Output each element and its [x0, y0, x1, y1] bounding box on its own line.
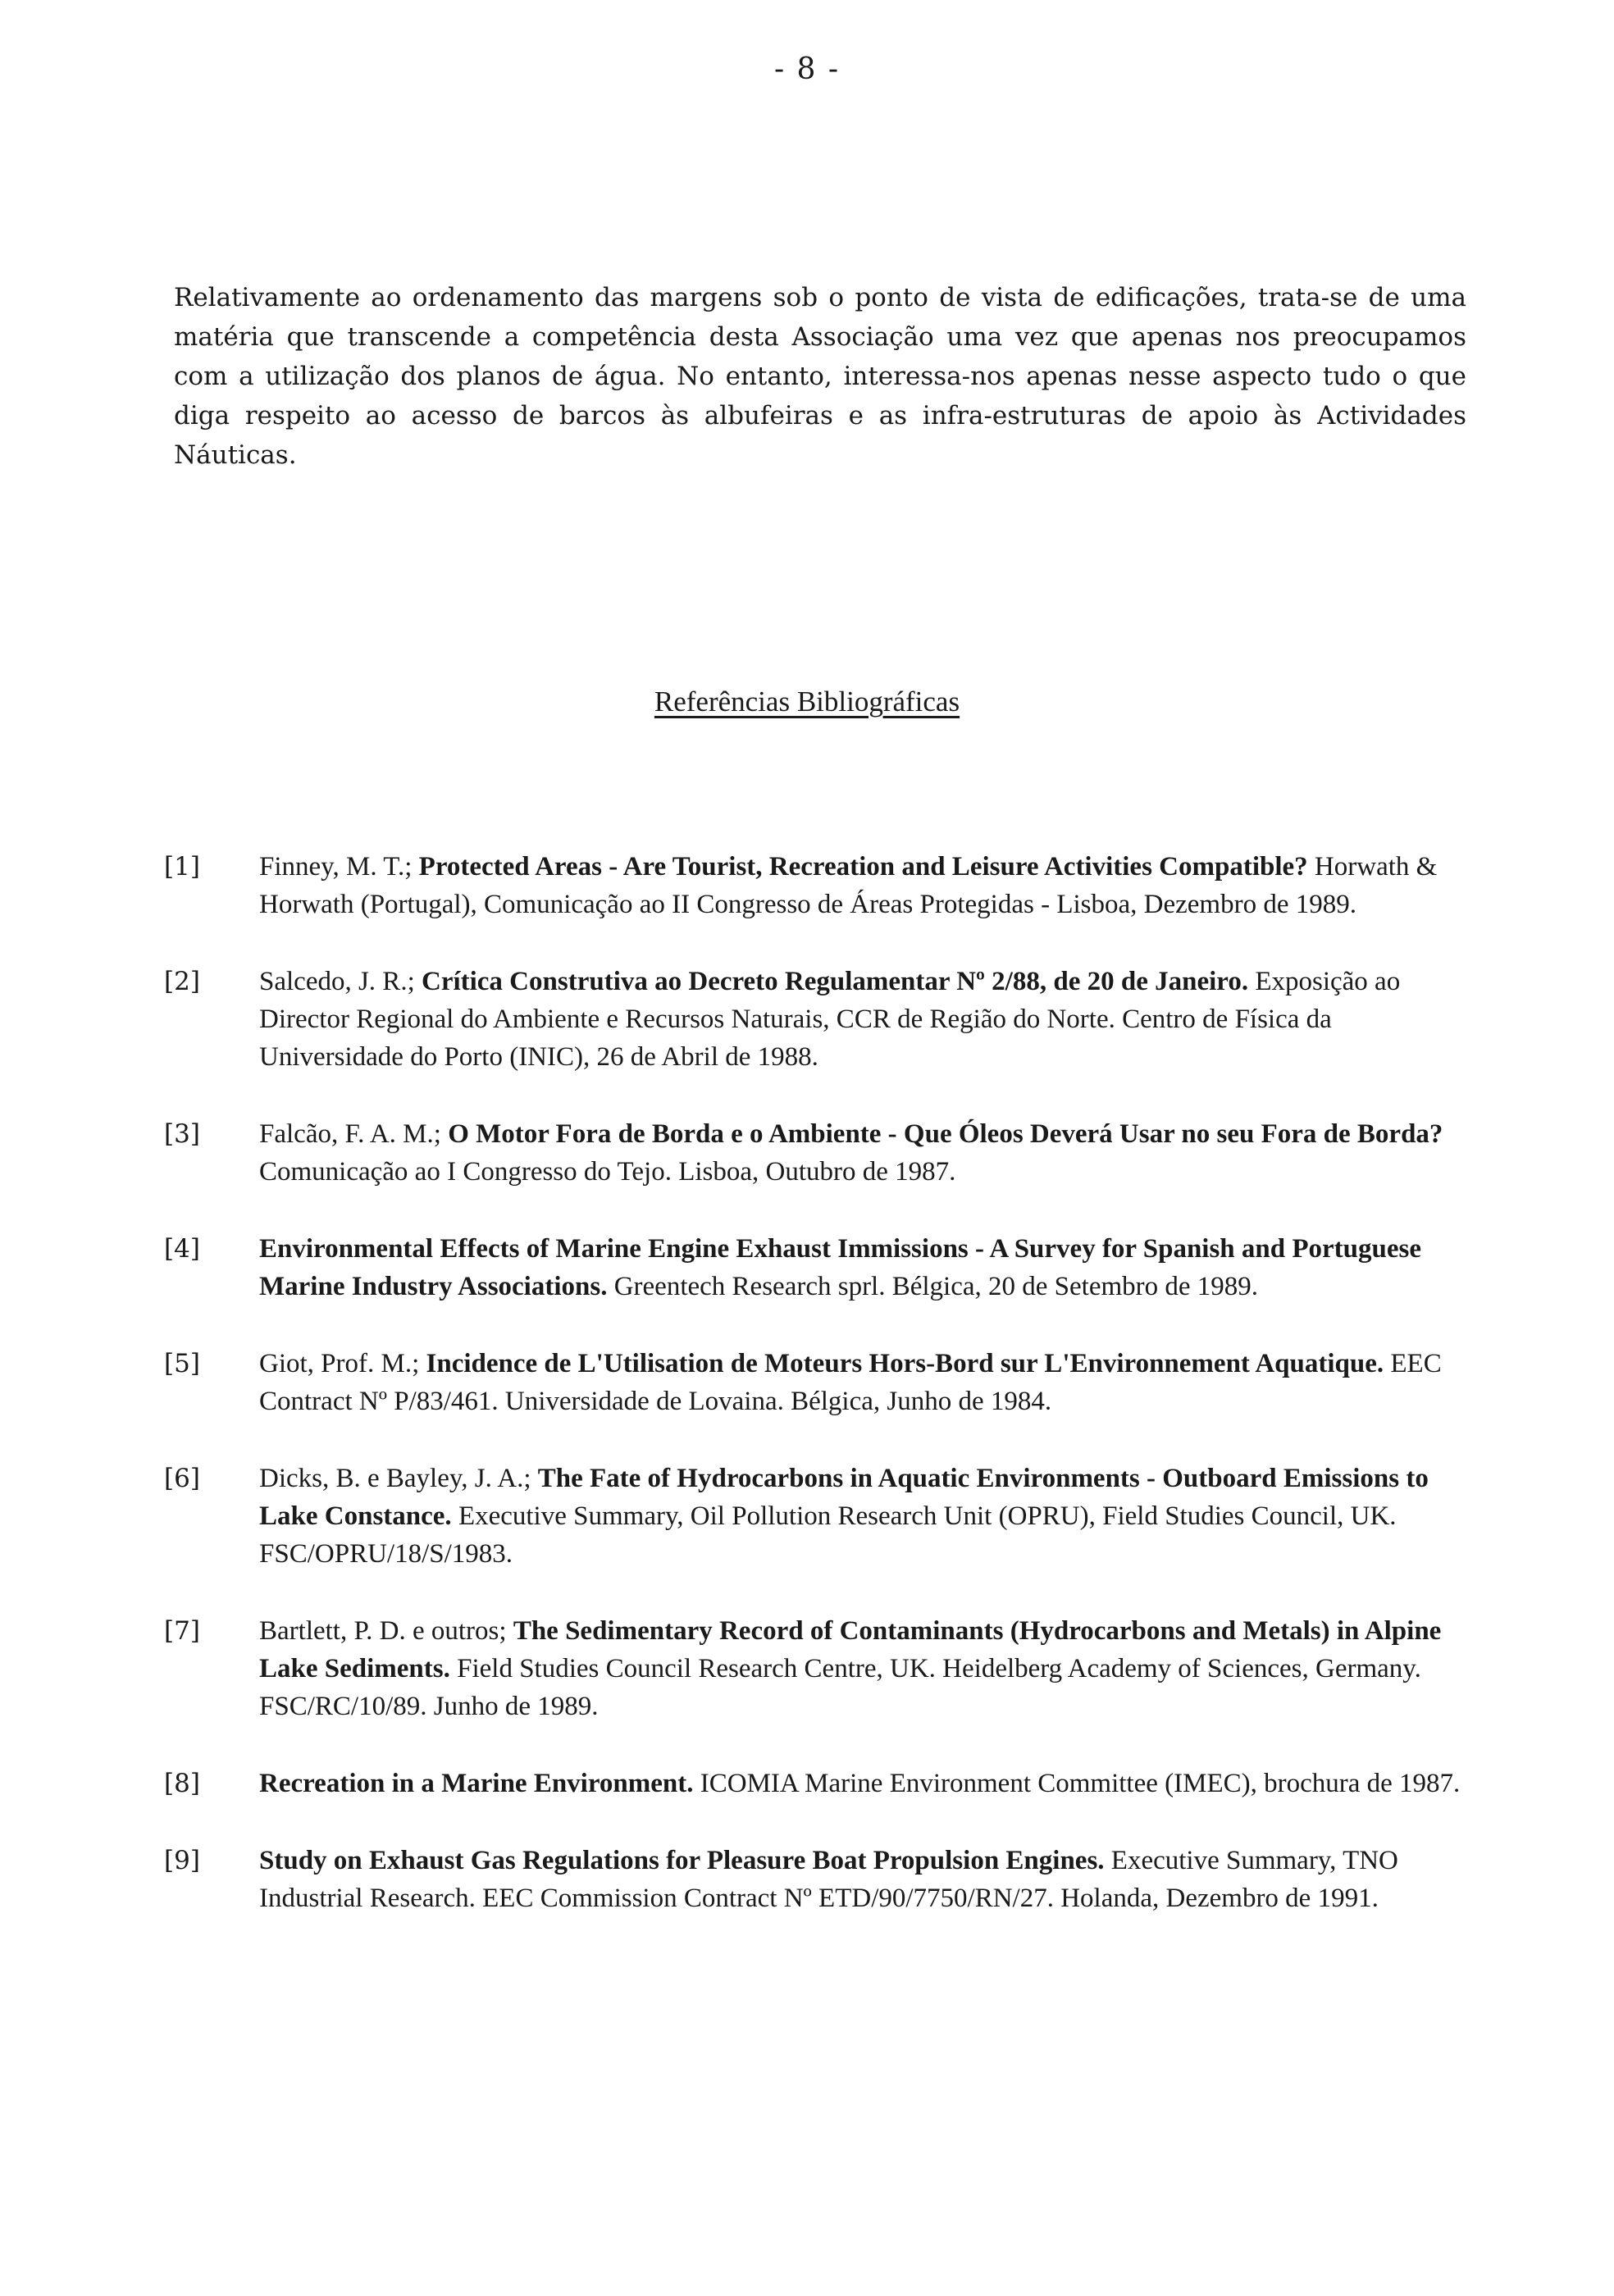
reference-text — [259, 1230, 1476, 1305]
reference-item-9 — [164, 1842, 1476, 1917]
reference-item-2 — [164, 963, 1476, 1076]
reference-title: Crítica Construtiva ao Decreto Regulamentar Nº 2/88, de 20 de Janeiro. — [421, 967, 1249, 996]
reference-authors: Salcedo, J. R.; — [259, 967, 422, 996]
reference-details: Executive Summary, Oil Pollution Research Unit (OPRU), Field Studies Council, UK. FSC/OPRU/18/S/1983. — [259, 1501, 1397, 1569]
reference-authors: Giot, Prof. M.; — [259, 1349, 426, 1378]
reference-details: Comunicação ao I Congresso do Tejo. Lisboa, Outubro de 1987. — [259, 1157, 956, 1187]
reference-details: Field Studies Council Research Centre, UK. Heidelberg Academy of Sciences, Germany. FSC/RC/10/89. Junho de 1989. — [259, 1654, 1421, 1721]
reference-item-3 — [164, 1115, 1476, 1191]
page-number: - 8 - — [773, 52, 841, 86]
reference-details: Greentech Research sprl. Bélgica, 20 de Setembro de 1989. — [607, 1272, 1259, 1301]
references-list — [164, 848, 1476, 1957]
reference-number: [7] — [164, 1616, 200, 1646]
intro-paragraph: Relativamente ao ordenamento das margens sob o ponto de vista de edificações, trata-se de uma matéria que transcende a competência desta Associação uma vez que apenas nos preocupamos com a utilização dos planos de água. No entanto, interessa-nos apenas nesse aspecto tudo o que diga respeito ao acesso de barcos às albufeiras e as infra-estruturas de apoio às Actividades Náuticas. — [174, 283, 1466, 470]
reference-number: [1] — [164, 852, 200, 882]
reference-title: Recreation in a Marine Environment. — [259, 1769, 694, 1798]
reference-item-4 — [164, 1230, 1476, 1305]
reference-details: Exposição ao Director Regional do Ambiente e Recursos Naturais, CCR de Região do Norte. Centro de Física da Universidade do Porto (INIC), 26 de Abril de 1988. — [259, 967, 1401, 1072]
reference-title: O Motor Fora de Borda e o Ambiente - Que Óleos Deverá Usar no seu Fora de Borda? — [448, 1119, 1443, 1149]
reference-details: ICOMIA Marine Environment Committee (IMEC), brochura de 1987. — [693, 1769, 1461, 1798]
reference-text — [259, 963, 1476, 1076]
reference-authors: Bartlett, P. D. e outros; — [259, 1616, 513, 1646]
reference-details: Executive Summary, TNO Industrial Research. EEC Commission Contract Nº ETD/90/7750/RN/27. Holanda, Dezembro de 1991. — [259, 1846, 1398, 1913]
reference-item-1 — [164, 848, 1476, 923]
reference-title: The Sedimentary Record of Contaminants (Hydrocarbons and Metals) in Alpine Lake Sediments. — [259, 1616, 1442, 1683]
references-heading: Referências Bibliográficas — [654, 686, 960, 718]
reference-number: [4] — [164, 1234, 200, 1264]
reference-number: [3] — [164, 1119, 200, 1149]
reference-authors: Dicks, B. e Bayley, J. A.; — [259, 1464, 538, 1493]
reference-item-8 — [164, 1765, 1476, 1802]
reference-item-7 — [164, 1612, 1476, 1725]
reference-text — [259, 1115, 1476, 1191]
reference-number: [9] — [164, 1846, 200, 1875]
reference-title: Incidence de L'Utilisation de Moteurs Hors-Bord sur L'Environnement Aquatique. — [426, 1349, 1384, 1378]
reference-text — [259, 1842, 1476, 1917]
reference-title: Study on Exhaust Gas Regulations for Pleasure Boat Propulsion Engines. — [259, 1846, 1105, 1875]
reference-number: [6] — [164, 1464, 200, 1493]
reference-number: [8] — [164, 1769, 200, 1798]
reference-item-5 — [164, 1345, 1476, 1420]
reference-authors: Finney, M. T.; — [259, 852, 419, 882]
reference-number: [2] — [164, 967, 200, 996]
reference-details: Horwath & Horwath (Portugal), Comunicação ao II Congresso de Áreas Protegidas - Lisboa, Dezembro de 1989. — [259, 852, 1438, 919]
reference-text — [259, 1765, 1476, 1802]
reference-text — [259, 848, 1476, 923]
reference-text — [259, 1345, 1476, 1420]
reference-title: Environmental Effects of Marine Engine Exhaust Immissions - A Survey for Spanish and Portuguese Marine Industry Associations. — [259, 1234, 1422, 1301]
reference-text — [259, 1612, 1476, 1725]
reference-details: EEC Contract Nº P/83/461. Universidade de Lovaina. Bélgica, Junho de 1984. — [259, 1349, 1442, 1416]
reference-number: [5] — [164, 1349, 200, 1378]
reference-text — [259, 1460, 1476, 1573]
reference-authors: Falcão, F. A. M.; — [259, 1119, 449, 1149]
reference-title: The Fate of Hydrocarbons in Aquatic Environments - Outboard Emissions to Lake Constance. — [259, 1464, 1429, 1531]
reference-item-6 — [164, 1460, 1476, 1573]
reference-title: Protected Areas - Are Tourist, Recreation and Leisure Activities Compatible? — [418, 852, 1308, 882]
